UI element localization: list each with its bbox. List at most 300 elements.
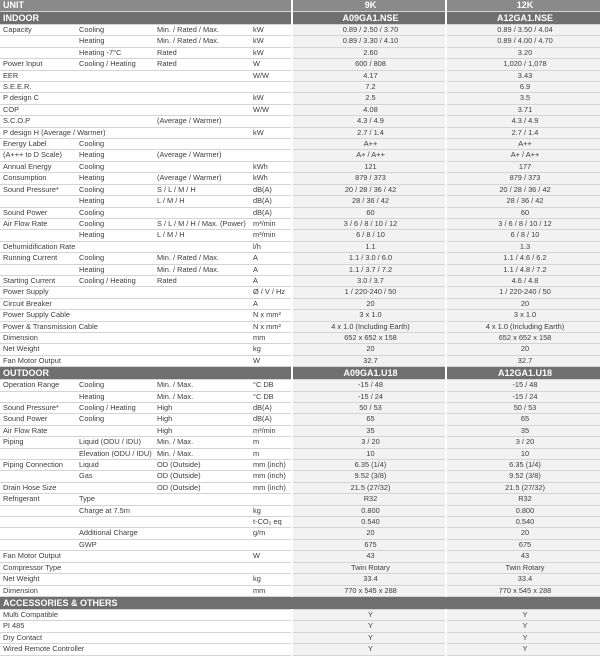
table-row — [0, 196, 600, 207]
row-unit: dB(A) — [250, 414, 292, 425]
row-unit: W — [250, 551, 292, 562]
row-unit: l/h — [250, 241, 292, 252]
row-value-12k: Y — [446, 644, 600, 655]
row-value-9k: Y — [292, 644, 446, 655]
table-row — [0, 264, 600, 275]
row-condition: Rated — [154, 275, 250, 286]
row-value-12k: 1,020 / 1,078 — [446, 59, 600, 70]
table-row — [0, 460, 600, 471]
row-unit — [250, 539, 292, 550]
row-unit: mm (inch) — [250, 471, 292, 482]
row-value-12k: 652 x 652 x 158 — [446, 332, 600, 343]
row-condition — [154, 207, 250, 218]
row-unit: kW — [250, 47, 292, 58]
row-value-9k: 6 / 8 / 10 — [292, 230, 446, 241]
row-value-9k: 35 — [292, 425, 446, 436]
table-row — [0, 380, 600, 391]
table-row — [0, 139, 600, 150]
row-value-9k: 3 / 20 — [292, 437, 446, 448]
row-category: Refrigerant — [0, 494, 76, 505]
row-condition — [154, 161, 250, 172]
row-subcategory — [76, 287, 154, 298]
row-unit: kg — [250, 344, 292, 355]
table-row — [0, 621, 600, 632]
row-subcategory — [76, 644, 154, 655]
row-category: Fan Motor Output — [0, 551, 76, 562]
row-value-12k: 879 / 373 — [446, 173, 600, 184]
row-category: Power Supply Cable — [0, 310, 76, 321]
row-category: Running Current — [0, 253, 76, 264]
table-row — [0, 505, 600, 516]
row-category: Multi Compatible — [0, 609, 76, 620]
outdoor-model-12k: A12GA1.U18 — [446, 367, 600, 380]
row-value-9k: 10 — [292, 448, 446, 459]
row-value-12k: 1.1 / 4.8 / 7.2 — [446, 264, 600, 275]
row-value-12k: 20 — [446, 528, 600, 539]
row-unit: W — [250, 59, 292, 70]
row-value-9k: 32.7 — [292, 355, 446, 366]
table-row — [0, 403, 600, 414]
row-category: Wired Remote Controller — [0, 644, 76, 655]
row-condition — [154, 127, 250, 138]
row-category: Net Weight — [0, 344, 76, 355]
row-unit: kW — [250, 25, 292, 36]
row-value-12k: 20 — [446, 344, 600, 355]
row-category — [0, 528, 76, 539]
table-row — [0, 539, 600, 550]
row-category: Capacity — [0, 25, 76, 36]
row-subcategory — [76, 344, 154, 355]
row-category: Dimension — [0, 585, 76, 596]
row-value-9k: 50 / 53 — [292, 403, 446, 414]
row-unit: W/W — [250, 104, 292, 115]
row-condition: Min. / Max. — [154, 391, 250, 402]
row-condition: High — [154, 403, 250, 414]
row-condition — [154, 632, 250, 643]
row-condition — [154, 344, 250, 355]
row-value-9k: 4 x 1.0 (Including Earth) — [292, 321, 446, 332]
row-value-9k: 770 x 545 x 288 — [292, 585, 446, 596]
row-unit: kg — [250, 505, 292, 516]
row-subcategory: Cooling / Heating — [76, 275, 154, 286]
row-unit — [250, 82, 292, 93]
row-subcategory — [76, 116, 154, 127]
row-unit: m³/min — [250, 425, 292, 436]
row-category: Dehumidification Rate — [0, 241, 76, 252]
row-unit: A — [250, 253, 292, 264]
row-value-12k: 0.89 / 4.00 / 4.70 — [446, 36, 600, 47]
row-condition — [154, 505, 250, 516]
row-subcategory: Cooling — [76, 414, 154, 425]
table-row — [0, 70, 600, 81]
table-row — [0, 116, 600, 127]
row-unit: g/m — [250, 528, 292, 539]
row-condition — [154, 310, 250, 321]
row-value-12k: 10 — [446, 448, 600, 459]
row-condition — [154, 621, 250, 632]
row-category: P design H (Average / Warmer) — [0, 127, 76, 138]
row-category: Sound Power — [0, 207, 76, 218]
row-condition — [154, 287, 250, 298]
row-value-9k: 3 / 6 / 8 / 10 / 12 — [292, 218, 446, 229]
row-value-12k: 43 — [446, 551, 600, 562]
row-value-12k: 3.5 — [446, 93, 600, 104]
row-subcategory — [76, 241, 154, 252]
row-unit: W/W — [250, 70, 292, 81]
row-category: Annual Energy — [0, 161, 76, 172]
row-subcategory: Cooling / Heating — [76, 403, 154, 414]
row-category: Sound Power — [0, 414, 76, 425]
accessories-section-header — [0, 596, 600, 609]
row-value-12k: Y — [446, 621, 600, 632]
row-condition: Min. / Rated / Max. — [154, 253, 250, 264]
unit-label: UNIT — [0, 0, 292, 12]
row-subcategory — [76, 355, 154, 366]
row-value-9k: 1.1 / 3.0 / 6.0 — [292, 253, 446, 264]
table-row — [0, 344, 600, 355]
row-category — [0, 471, 76, 482]
row-value-9k: 3 x 1.0 — [292, 310, 446, 321]
row-unit: °C DB — [250, 391, 292, 402]
indoor-section-title: INDOOR — [0, 12, 292, 25]
row-subcategory: Liquid (ODU / IDU) — [76, 437, 154, 448]
row-subcategory: Charge at 7.5m — [76, 505, 154, 516]
row-value-12k: 9.52 (3/8) — [446, 471, 600, 482]
row-subcategory: Heating — [76, 36, 154, 47]
row-value-9k: A++ — [292, 139, 446, 150]
row-subcategory: Liquid — [76, 460, 154, 471]
row-subcategory — [76, 104, 154, 115]
row-subcategory: Cooling — [76, 161, 154, 172]
model-9k-label: 9K — [292, 0, 446, 12]
row-subcategory — [76, 82, 154, 93]
row-subcategory: Cooling — [76, 253, 154, 264]
row-value-9k: 33.4 — [292, 574, 446, 585]
row-subcategory: Elevation (ODU / IDU) — [76, 448, 154, 459]
row-category — [0, 448, 76, 459]
row-value-12k: 65 — [446, 414, 600, 425]
row-value-12k: 3.71 — [446, 104, 600, 115]
table-row — [0, 528, 600, 539]
row-value-9k: Y — [292, 609, 446, 620]
indoor-model-9k: A09GA1.NSE — [292, 12, 446, 25]
row-value-12k: 28 / 36 / 42 — [446, 196, 600, 207]
row-value-9k: 0.89 / 3.30 / 4.10 — [292, 36, 446, 47]
row-value-12k: R32 — [446, 494, 600, 505]
row-unit: m³/min — [250, 218, 292, 229]
row-unit — [250, 116, 292, 127]
row-value-9k: 1 / 220-240 / 50 — [292, 287, 446, 298]
row-category — [0, 47, 76, 58]
row-value-9k: 9.52 (3/8) — [292, 471, 446, 482]
row-category: Starting Current — [0, 275, 76, 286]
table-row — [0, 47, 600, 58]
row-value-9k: 20 — [292, 528, 446, 539]
row-subcategory — [76, 482, 154, 493]
row-value-12k: 675 — [446, 539, 600, 550]
row-condition: High — [154, 425, 250, 436]
row-value-9k: 60 — [292, 207, 446, 218]
row-condition: High — [154, 414, 250, 425]
row-subcategory — [76, 574, 154, 585]
row-value-9k: 0.540 — [292, 517, 446, 528]
row-condition: OD (Outside) — [154, 460, 250, 471]
row-value-9k: 7.2 — [292, 82, 446, 93]
row-condition — [154, 93, 250, 104]
table-row — [0, 127, 600, 138]
row-unit: °C DB — [250, 380, 292, 391]
row-unit: m³/min — [250, 230, 292, 241]
row-condition — [154, 494, 250, 505]
table-row — [0, 609, 600, 620]
row-condition: S / L / M / H / Max. (Power) — [154, 218, 250, 229]
row-value-12k: 4 x 1.0 (Including Earth) — [446, 321, 600, 332]
row-subcategory: GWP — [76, 539, 154, 550]
row-unit: W — [250, 355, 292, 366]
row-value-9k: Y — [292, 632, 446, 643]
row-value-9k: 21.5 (27/32) — [292, 482, 446, 493]
row-value-9k: 43 — [292, 551, 446, 562]
row-value-12k: 60 — [446, 207, 600, 218]
table-row — [0, 632, 600, 643]
table-row — [0, 332, 600, 343]
row-unit: dB(A) — [250, 207, 292, 218]
row-unit — [250, 632, 292, 643]
row-value-12k: -15 / 24 — [446, 391, 600, 402]
table-row — [0, 241, 600, 252]
row-category: Sound Pressure* — [0, 184, 76, 195]
row-unit: A — [250, 275, 292, 286]
row-condition — [154, 562, 250, 573]
row-subcategory — [76, 298, 154, 309]
row-unit: mm (inch) — [250, 482, 292, 493]
row-value-12k: -15 / 48 — [446, 380, 600, 391]
row-category: Drain Hose Size — [0, 482, 76, 493]
row-unit — [250, 494, 292, 505]
row-value-12k: 3 / 6 / 8 / 10 / 12 — [446, 218, 600, 229]
table-row — [0, 253, 600, 264]
row-value-9k: -15 / 48 — [292, 380, 446, 391]
row-value-9k: 0.89 / 2.50 / 3.70 — [292, 25, 446, 36]
row-value-12k: A+ / A++ — [446, 150, 600, 161]
row-unit: N x mm² — [250, 310, 292, 321]
row-condition: L / M / H — [154, 196, 250, 207]
row-unit: m — [250, 437, 292, 448]
row-category: P design C — [0, 93, 76, 104]
row-subcategory: Heating — [76, 196, 154, 207]
row-category: Operation Range — [0, 380, 76, 391]
row-category: Air Flow Rate — [0, 425, 76, 436]
table-row — [0, 25, 600, 36]
row-unit: mm — [250, 585, 292, 596]
row-value-12k: 0.800 — [446, 505, 600, 516]
row-subcategory — [76, 93, 154, 104]
row-value-12k: 0.540 — [446, 517, 600, 528]
row-subcategory: Type — [76, 494, 154, 505]
row-value-12k: 6.35 (1/4) — [446, 460, 600, 471]
row-condition — [154, 70, 250, 81]
row-condition — [154, 104, 250, 115]
row-value-9k: 2.60 — [292, 47, 446, 58]
row-subcategory: Cooling — [76, 139, 154, 150]
outdoor-section-header — [0, 367, 600, 380]
row-subcategory — [76, 551, 154, 562]
indoor-section-header — [0, 12, 600, 25]
row-category: Fan Motor Output — [0, 355, 76, 366]
row-value-9k: R32 — [292, 494, 446, 505]
row-subcategory — [76, 609, 154, 620]
row-unit — [250, 609, 292, 620]
table-row — [0, 36, 600, 47]
table-row — [0, 574, 600, 585]
table-row — [0, 471, 600, 482]
table-row — [0, 298, 600, 309]
row-value-9k: A+ / A++ — [292, 150, 446, 161]
table-row — [0, 230, 600, 241]
table-row — [0, 448, 600, 459]
row-condition — [154, 82, 250, 93]
table-row — [0, 551, 600, 562]
row-value-12k: 4.6 / 4.8 — [446, 275, 600, 286]
row-unit: kW — [250, 127, 292, 138]
table-row — [0, 355, 600, 366]
row-value-9k: 65 — [292, 414, 446, 425]
row-value-9k: 652 x 652 x 158 — [292, 332, 446, 343]
row-category: Consumption — [0, 173, 76, 184]
row-unit: kWh — [250, 173, 292, 184]
row-value-12k: 1.1 / 4.6 / 6.2 — [446, 253, 600, 264]
table-row — [0, 59, 600, 70]
table-row — [0, 494, 600, 505]
row-subcategory — [76, 332, 154, 343]
row-subcategory: Heating — [76, 264, 154, 275]
table-row — [0, 207, 600, 218]
row-category: Energy Label — [0, 139, 76, 150]
row-value-9k: 675 — [292, 539, 446, 550]
row-subcategory — [76, 425, 154, 436]
row-value-12k: Y — [446, 632, 600, 643]
row-condition — [154, 355, 250, 366]
row-subcategory: Heating — [76, 150, 154, 161]
row-value-12k: 0.89 / 3.50 / 4.04 — [446, 25, 600, 36]
row-subcategory: Cooling — [76, 207, 154, 218]
row-condition: Rated — [154, 47, 250, 58]
row-value-9k: 20 / 28 / 36 / 42 — [292, 184, 446, 195]
table-row — [0, 161, 600, 172]
row-unit: dB(A) — [250, 184, 292, 195]
row-category — [0, 196, 76, 207]
table-row — [0, 310, 600, 321]
row-subcategory: Cooling / Heating — [76, 59, 154, 70]
row-value-12k: 2.7 / 1.4 — [446, 127, 600, 138]
row-value-12k: Y — [446, 609, 600, 620]
row-condition — [154, 574, 250, 585]
row-value-12k: Twin Rotary — [446, 562, 600, 573]
table-row — [0, 184, 600, 195]
row-category: Compressor Type — [0, 562, 76, 573]
row-unit: A — [250, 264, 292, 275]
row-category — [0, 505, 76, 516]
row-condition — [154, 517, 250, 528]
row-subcategory: Gas — [76, 471, 154, 482]
row-value-9k: 2.5 — [292, 93, 446, 104]
table-row — [0, 93, 600, 104]
row-value-9k: 1.1 — [292, 241, 446, 252]
row-unit — [250, 644, 292, 655]
row-subcategory: Cooling — [76, 25, 154, 36]
row-condition: Min. / Max. — [154, 437, 250, 448]
row-unit: Ø / V / Hz — [250, 287, 292, 298]
row-subcategory — [76, 562, 154, 573]
row-value-9k: Y — [292, 621, 446, 632]
row-value-9k: 28 / 36 / 42 — [292, 196, 446, 207]
row-value-9k: 2.7 / 1.4 — [292, 127, 446, 138]
row-value-9k: 6.35 (1/4) — [292, 460, 446, 471]
row-value-12k: 20 — [446, 298, 600, 309]
row-unit: A — [250, 298, 292, 309]
row-condition: OD (Outside) — [154, 482, 250, 493]
row-value-12k: 3 x 1.0 — [446, 310, 600, 321]
row-value-12k: 33.4 — [446, 574, 600, 585]
row-condition — [154, 609, 250, 620]
row-value-9k: 4.3 / 4.9 — [292, 116, 446, 127]
row-value-12k: 1 / 220-240 / 50 — [446, 287, 600, 298]
row-unit — [250, 150, 292, 161]
row-category: Net Weight — [0, 574, 76, 585]
table-row — [0, 562, 600, 573]
row-category: Air Flow Rate — [0, 218, 76, 229]
row-category — [0, 230, 76, 241]
row-value-12k: 6.9 — [446, 82, 600, 93]
outdoor-model-9k: A09GA1.U18 — [292, 367, 446, 380]
table-row — [0, 482, 600, 493]
row-category: S.C.O.P — [0, 116, 76, 127]
row-condition: Min. / Rated / Max. — [154, 25, 250, 36]
row-value-12k: 3.43 — [446, 70, 600, 81]
row-subcategory — [76, 517, 154, 528]
table-row — [0, 644, 600, 655]
table-row — [0, 437, 600, 448]
row-value-12k: 770 x 545 x 288 — [446, 585, 600, 596]
table-row — [0, 104, 600, 115]
row-condition: L / M / H — [154, 230, 250, 241]
table-row — [0, 391, 600, 402]
row-value-12k: 177 — [446, 161, 600, 172]
row-condition: Min. / Max. — [154, 380, 250, 391]
row-value-12k: 3 / 20 — [446, 437, 600, 448]
row-category — [0, 539, 76, 550]
row-category — [0, 36, 76, 47]
row-condition — [154, 298, 250, 309]
row-condition: (Average / Warmer) — [154, 116, 250, 127]
indoor-model-12k: A12GA1.NSE — [446, 12, 600, 25]
row-value-12k: 1.3 — [446, 241, 600, 252]
row-category — [0, 264, 76, 275]
row-value-12k: 20 / 28 / 36 / 42 — [446, 184, 600, 195]
table-row — [0, 517, 600, 528]
row-unit: kWh — [250, 161, 292, 172]
table-row — [0, 425, 600, 436]
row-condition — [154, 539, 250, 550]
row-unit: kg — [250, 574, 292, 585]
row-subcategory: Cooling — [76, 380, 154, 391]
row-subcategory — [76, 632, 154, 643]
row-value-12k: 21.5 (27/32) — [446, 482, 600, 493]
row-category: Piping Connection — [0, 460, 76, 471]
row-unit — [250, 562, 292, 573]
model-12k-label: 12K — [446, 0, 600, 12]
row-condition — [154, 332, 250, 343]
